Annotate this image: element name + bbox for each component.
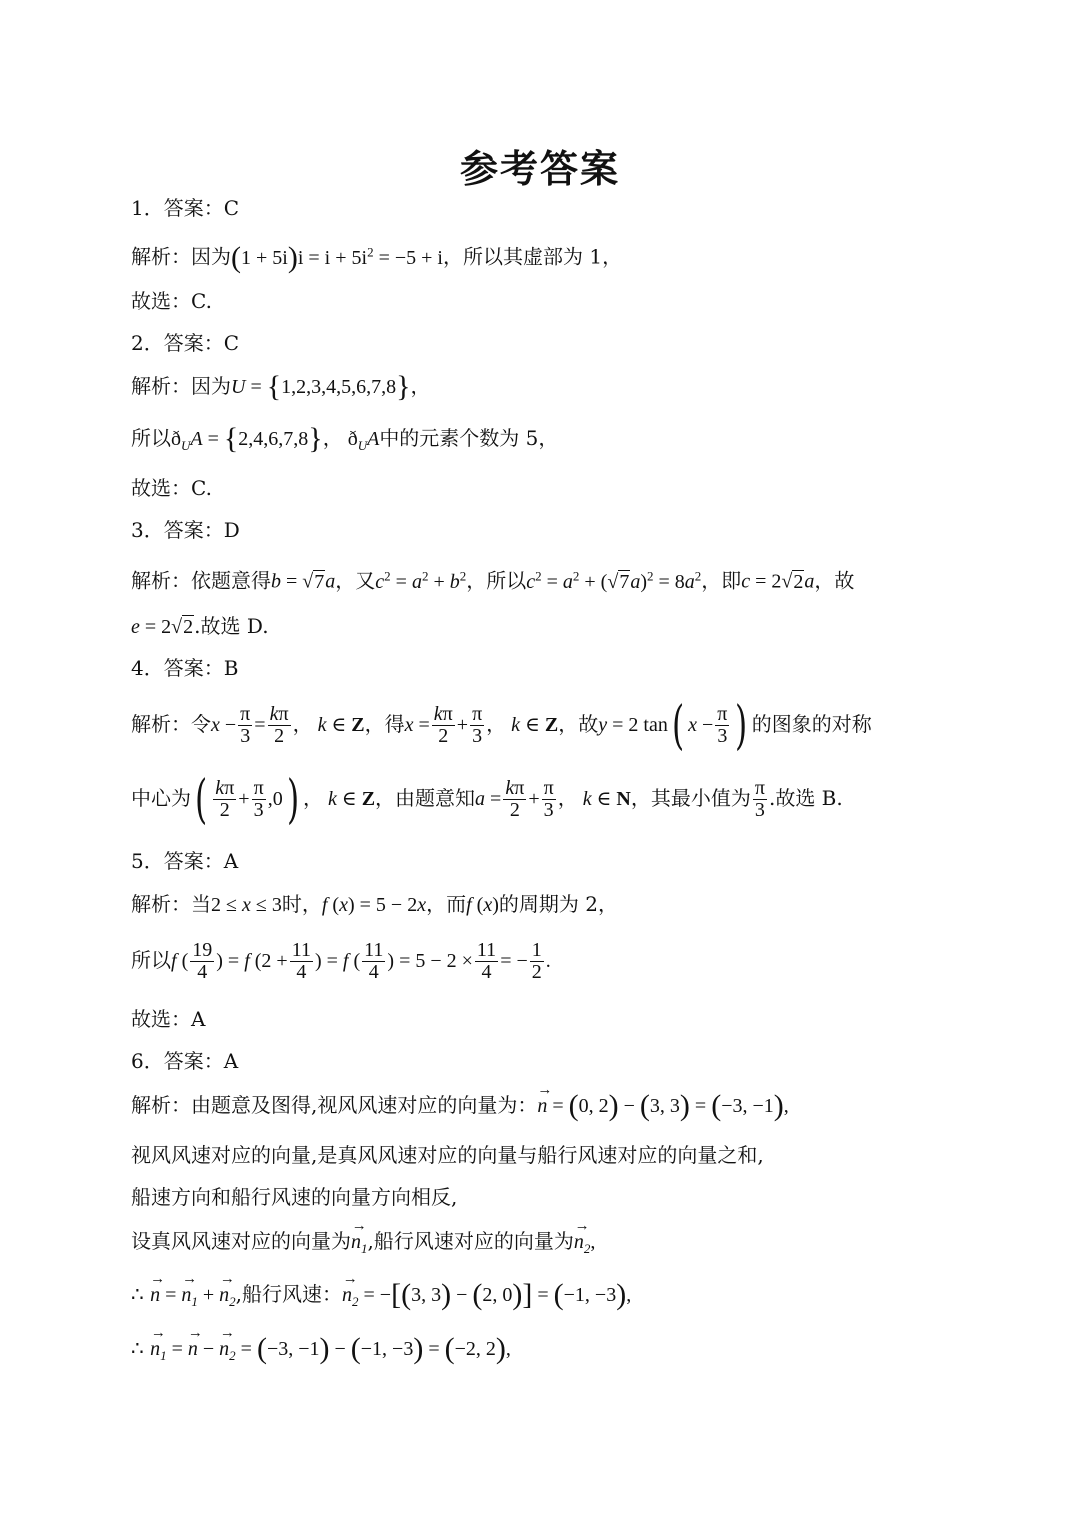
q1-analysis-suffix: ，所以其虚部为 1， [442, 244, 623, 269]
q6-analysis: 解析：由题意及图得,视风风速对应的向量为：→ n = (0, 2) − (3, 3) = (−3, −1), [131, 1091, 789, 1120]
q6-line4-a: 设真风风速对应的向量为 [131, 1229, 351, 1253]
q6-therefore-2: ∴ [131, 1336, 144, 1360]
q3-mid2: ，所以 [466, 568, 527, 593]
q6-line4-b: ,船行风速对应的向量为 [367, 1229, 574, 1253]
q1-analysis [131, 238, 622, 272]
q2-set-u: U = {1,2,3,4,5,6,7,8}， [231, 370, 431, 403]
q6-header: 6．答案：A [131, 1049, 239, 1073]
q4-t4: ，由题意知 [375, 786, 476, 810]
q2-analysis-prefix: 解析：因为 [131, 374, 231, 398]
q4-header: 4．答案：B [131, 656, 239, 680]
q5-line2: 所以f ( $\frac{19}{4}$ ) = f (2 + $\frac{11}{4}$ ) = f ( $\frac{11}{4}$ ) = 5 − 2 × $\frac{11}{4}$ = − $\frac{1}{2}$ . [131, 939, 551, 983]
q3-end: ，故 [814, 568, 855, 593]
q2-set-cu: $ð_UA = \{2,4,6,7,8\}$， $ð_UA$ [171, 422, 380, 455]
q4-analysis-prefix: 解析：令 [131, 712, 211, 736]
q6-analysis-prefix: 解析：由题意及图得,视风风速对应的向量为： [131, 1093, 538, 1117]
q3-header: 3．答案：D [131, 518, 240, 542]
q6-line3: 船速方向和船行风速的向量方向相反, [131, 1185, 458, 1209]
q4-line2-suffix: .故选 B. [768, 786, 843, 810]
q5-choose: 故选：A [131, 1007, 206, 1031]
q1-formula: $(1 + 5i)i = i + 5i^2 = -5 + i$ [231, 240, 443, 274]
q4-line2: 中心为( $\frac{k\pi}{2}$ + $\frac{\pi}{3}$ ,0) ， k ∈ Z，由题意知a = $\frac{k\pi}{2}$ + $\frac{\pi}{3}$ ， k ∈ N，其最小值为 $\frac{\pi}{3}$ .故选 B. [131, 769, 843, 830]
q3-mid3: ，即 [701, 568, 742, 593]
q6-line4: 设真风风速对应的向量为→ $n_1$,船行风速对应的向量为→ $n_2$, [131, 1227, 595, 1263]
q4-t1: ，得 [364, 712, 405, 736]
page-title: 参考答案 [459, 147, 620, 191]
q4-t3: 的图象的对称 [751, 712, 872, 736]
q6-line5-mid: ,船行风速： [235, 1282, 343, 1306]
q5-t1: 时， [281, 892, 322, 916]
q1-header: 1．答案：C [131, 196, 240, 220]
q5-header: 5．答案：A [131, 849, 239, 873]
q5-line2-prefix: 所以 [131, 948, 171, 972]
q2-header: 2．答案：C [131, 331, 240, 355]
q3-line2-suffix: .故选 D. [194, 614, 269, 638]
q2-choose: 故选：C. [131, 476, 212, 500]
q3-mid1: ，又 [335, 568, 376, 593]
q3-line2: e = 2√2.故选 D. [131, 614, 269, 638]
q6-therefore-1: ∴ [131, 1282, 144, 1306]
q1-choose: 故选：C. [131, 289, 212, 313]
q2-line2 [131, 424, 558, 460]
q3-analysis: 解析：依题意得b = √7a，又$c^2 = a^2 + b^2$，所以$c^2 = a^2 + (√7a)^2 = 8a^2$，即c = 2√2a，故 [131, 568, 855, 593]
q4-t2: ，故 [558, 712, 599, 736]
q6-line5: ∴ → n = → $n_1$ + → $n_2$,船行风速：→ $n_2 = -[(3$, 3) − (2, 0)] = (−1, −3), [131, 1280, 631, 1316]
q2-line2-suffix: 中的元素个数为 5， [379, 426, 559, 450]
q5-analysis-prefix: 解析：当 [131, 892, 211, 916]
q1-analysis-prefix: 解析：因为 [131, 244, 231, 269]
q2-set-u-values: 1,2,3,4,5,6,7,8 [281, 376, 397, 398]
q5-t3: 的周期为 2， [498, 892, 618, 916]
q6-line6: ∴ → $n_1$ = → n − → $n_2 = (-3$, −1) − (−1, −3) = (−2, 2), [131, 1334, 511, 1370]
q4-analysis: 解析：令x − $\frac{\pi}{3}$ = $\frac{k\pi}{2}$ ， k ∈ Z，得x = $\frac{k\pi}{2}$ + $\frac{\pi}{3}$ ， k ∈ Z，故y = 2 tan( x − $\frac{\pi}{3}$ ) 的图象的对称 [131, 695, 872, 756]
q4-t5: ，其最小值为 [630, 786, 751, 810]
q3-analysis-prefix: 解析：依题意得 [131, 568, 271, 593]
q2-analysis [131, 372, 431, 401]
q6-line2: 视风风速对应的向量,是真风风速对应的向量与船行风速对应的向量之和, [131, 1143, 764, 1167]
q2-set-cu-values: 2,4,6,7,8 [238, 428, 309, 450]
q5-analysis: 解析：当2 ≤ x ≤ 3时，f (x) = 5 − 2x，而f (x)的周期为 2， [131, 892, 618, 916]
q2-line2-prefix: 所以 [131, 426, 171, 450]
q4-line2-prefix: 中心为 [131, 786, 191, 810]
q5-t2: ，而 [426, 892, 467, 916]
